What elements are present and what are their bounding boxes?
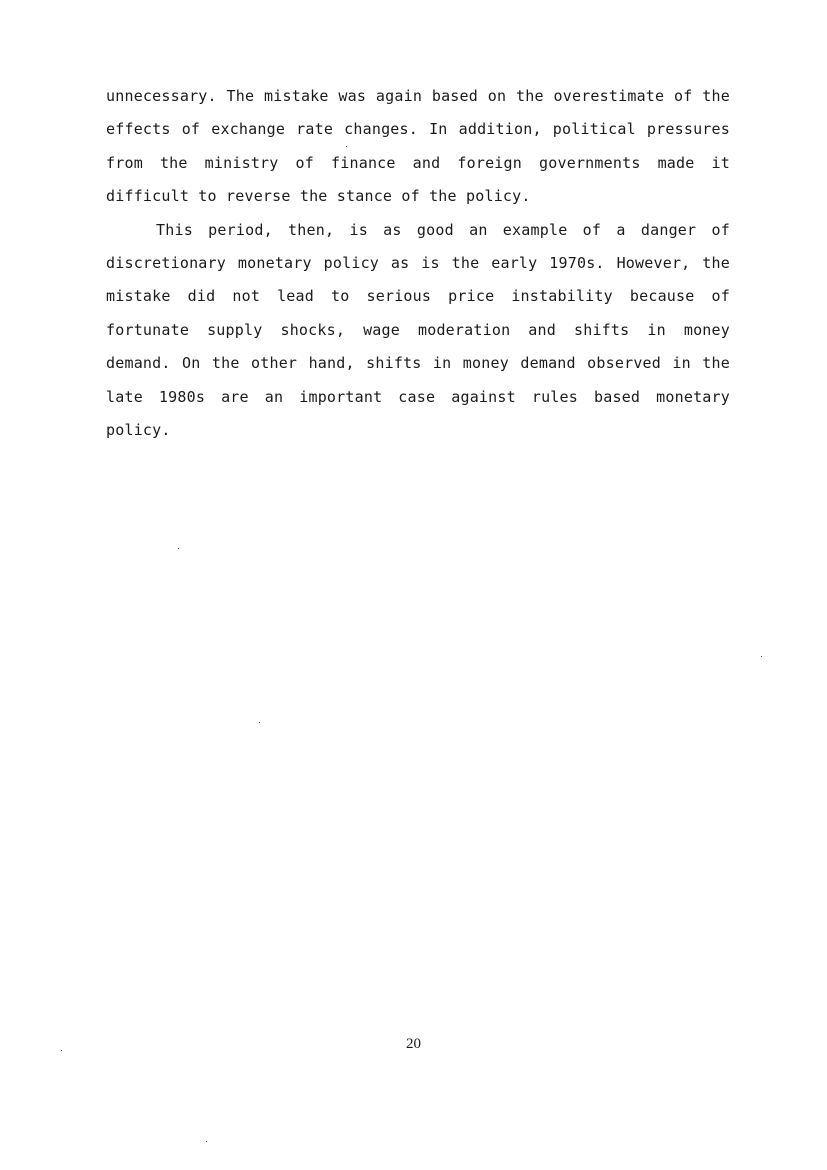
body-text — [106, 80, 730, 447]
scan-speck — [206, 1141, 207, 1142]
scan-speck — [178, 548, 179, 549]
scan-speck — [61, 1050, 62, 1051]
scan-speck — [346, 146, 347, 147]
scan-speck — [761, 656, 762, 657]
paragraph-2: This period, then, is as good an example of a danger of discretionary monetary policy as is the early 1970s. However, the mistake did not lead to serious price instability because of fortunate supply shocks, wage moderation and shifts in money demand. On the other hand, shifts in money demand observed in the late 1980s are an important case against rules based monetary policy. — [106, 220, 730, 440]
paragraph-1: unnecessary. The mistake was again based on the overestimate of the effects of exchange rate changes. In addition, political pressures from the ministry of finance and foreign governments made it difficult to reverse the stance of the policy. — [106, 87, 730, 206]
scan-speck — [259, 722, 260, 723]
page-number: 20 — [406, 1036, 421, 1052]
